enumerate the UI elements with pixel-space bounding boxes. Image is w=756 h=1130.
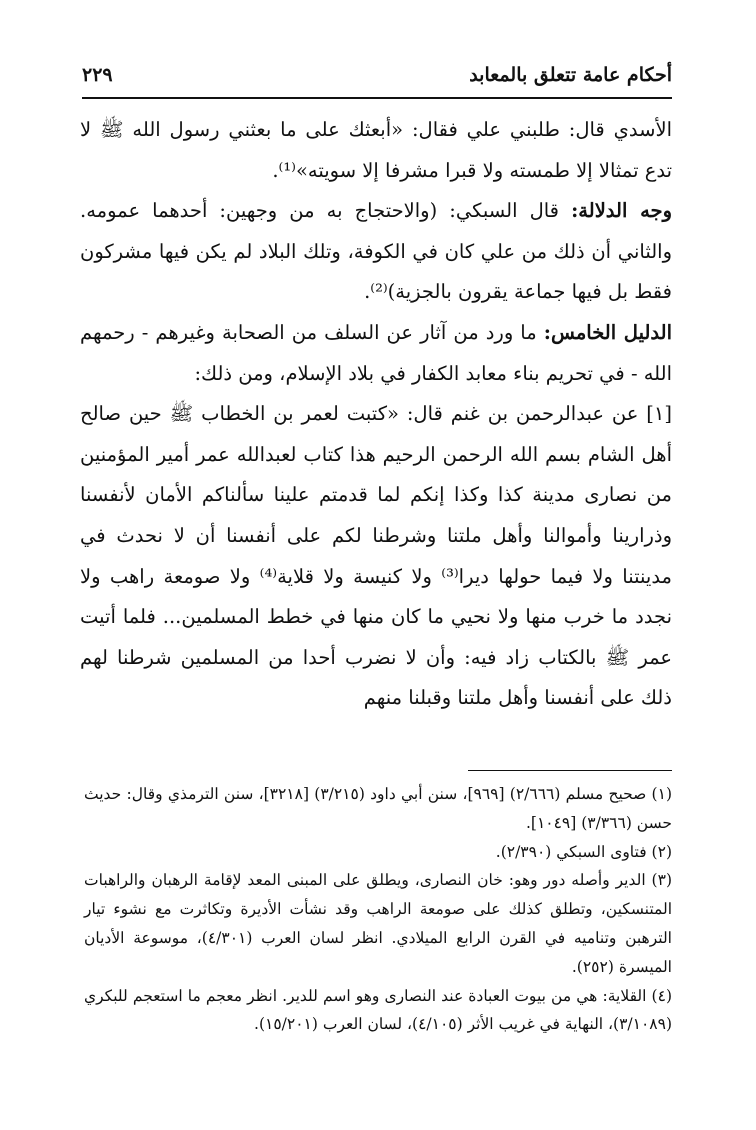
paragraph-3-label: الدليل الخامس:	[543, 320, 672, 344]
page-number: ٢٢٩	[82, 64, 113, 86]
paragraph-2	[80, 191, 672, 313]
footnote-3: (٣) الدير وأصله دور وهو: خان النصارى، ويطلق على المبنى المعد لإقامة الرهبان والراهبات المتنسكين، وتطلق كذلك على صومعة الراهب وقد نشأت الأديرة وتكاثرت مع نشوء تيار الترهبن وتناميه في القرن الرابع الميلادي. انظر لسان العرب (٤/٣٠١)، موسوعة الأديان الميسرة (٢٥٢).	[84, 871, 672, 976]
paragraph-2-text: قال السبكي: (والاحتجاج به من وجهين: أحدهما عمومه. والثاني أن ذلك من علي كان في الكوفة، وتلك البلاد لم يكن فيها مشركون فقط بل فيها جماعة يقرون بالجزية)⁽²⁾.	[80, 199, 672, 304]
paragraph-3	[80, 313, 672, 394]
footnote-1: (١) صحيح مسلم (٢/٦٦٦) [٩٦٩]، سنن أبي داود (٣/٢١٥) [٣٢١٨]، سنن الترمذي وقال: حديث حسن (٣/٣٦٦) [١٠٤٩].	[84, 785, 672, 832]
running-header	[82, 55, 672, 95]
paragraph-1: الأسدي قال: طلبني علي فقال: «أبعثك على ما بعثني رسول الله ﷺ لا تدع تمثالا إلا طمسته ولا قبرا مشرفا إلا سويته»⁽¹⁾.	[80, 118, 672, 182]
footnote-2: (٢) فتاوى السبكي (٢/٣٩٠).	[495, 842, 672, 861]
paragraph-2-label: وجه الدلالة:	[571, 199, 672, 223]
main-text	[80, 110, 672, 719]
footnote-4: (٤) القلاية: هي من بيوت العبادة عند النصارى وهو اسم للدير. انظر معجم ما استعجم للبكري (٣/١٠٨٩)، النهاية في غريب الأثر (٤/١٠٥)، لسان العرب (١٥/٢٠١).	[84, 986, 672, 1034]
header-rule	[82, 97, 672, 99]
running-title: أحكام عامة تتعلق بالمعابد	[469, 64, 672, 86]
footnotes	[84, 780, 672, 1039]
paragraph-3-text: ما ورد من آثار عن السلف من الصحابة وغيرهم - رحمهم الله - في تحريم بناء معابد الكفار في بلاد الإسلام، ومن ذلك:	[80, 320, 672, 385]
paragraph-4: [١] عن عبدالرحمن بن غنم قال: «كتبت لعمر بن الخطاب ﷺ حين صالح أهل الشام بسم الله الرحمن الرحيم هذا كتاب لعبدالله عمر أمير المؤمنين من نصارى مدينة كذا وكذا إنكم لما قدمتم علينا سألناكم الأمان لأنفسنا وذرارينا وأموالنا وأهل ملتنا وشرطنا لكم على أنفسنا أن لا نحدث في مدينتنا ولا فيما حولها ديرا⁽³⁾ ولا كنيسة ولا قلاية⁽⁴⁾ ولا صومعة راهب ولا نجدد ما خرب منها ولا نحيي ما كان منها في خطط المسلمين... فلما أتيت عمر ﷺ بالكتاب زاد فيه: وأن لا نضرب أحدا من المسلمين شرطنا لهم ذلك على أنفسنا وأهل ملتنا وقبلنا منهم	[80, 402, 672, 710]
footnote-separator	[468, 770, 672, 771]
